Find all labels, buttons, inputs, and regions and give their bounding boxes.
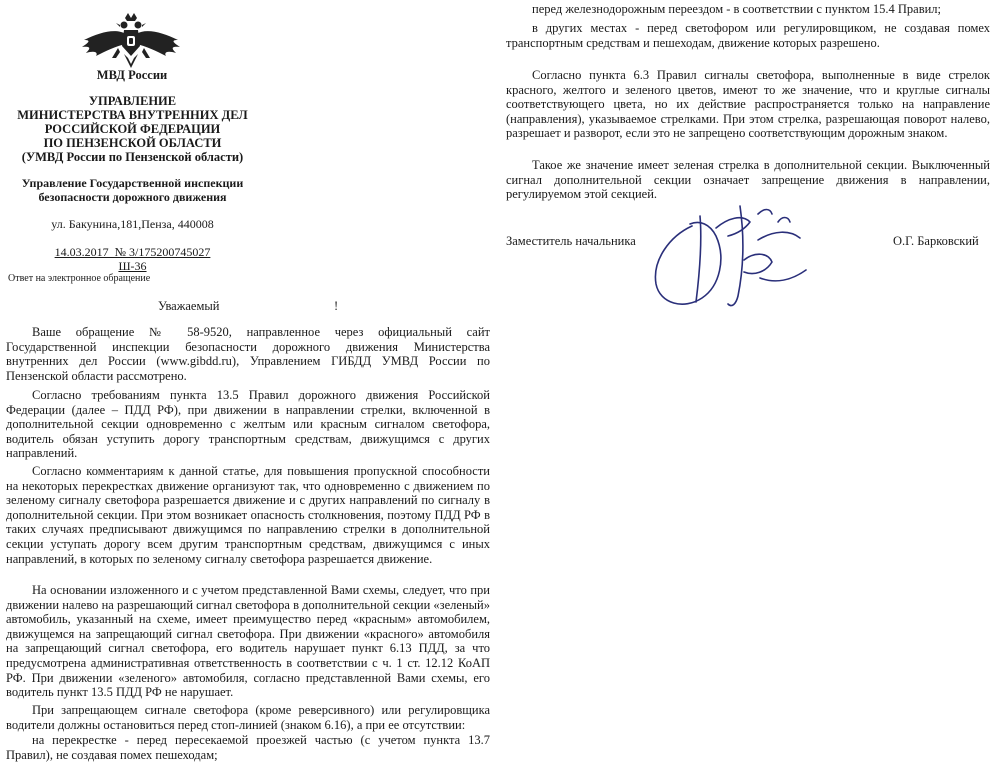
body-paragraph: перед железнодорожным переездом - в соответствии с пунктом 15.4 Правил;: [532, 2, 941, 16]
org-short-name: МВД России: [96, 68, 168, 82]
org-name-line: МИНИСТЕРСТВА ВНУТРЕННИХ ДЕЛ: [17, 108, 248, 122]
body-paragraph: Ваше обращение № 58-9520, направленное через официальный сайт Государственной инспекции безопасности дорожного движения Министерства внутренних дел России (www.gibdd.ru), Управлением ГИБДД УМВД России по Пензенской области рассмотрено.: [6, 325, 490, 383]
reply-note: Ответ на электронное обращение: [8, 273, 151, 284]
org-name-line: УПРАВЛЕНИЕ: [88, 94, 177, 108]
address: ул. Бакунина,181,Пенза, 440008: [51, 217, 214, 231]
handwritten-signature: [640, 200, 815, 318]
mvd-emblem-icon: [78, 12, 184, 70]
signatory-position: Заместитель начальника: [506, 234, 636, 248]
salutation-end: !: [334, 299, 339, 313]
body-paragraph: Согласно требованиям пункта 13.5 Правил дорожного движения Российской Федерации (далее – ПДД РФ), при движении в направлении стрелки, включенной в дополнительной секции одновременно с желтым или красным сигналом светофора, водитель обязан уступить дорогу транспортным средствам, движущимся с других направлений.: [6, 388, 490, 461]
org-name-line: (УМВД России по Пензенской области): [21, 150, 244, 164]
department-block: [10, 176, 255, 204]
department-line: безопасности дорожного движения: [38, 190, 227, 204]
org-name-line: ПО ПЕНЗЕНСКОЙ ОБЛАСТИ: [43, 136, 222, 150]
body-paragraph: Согласно пункта 6.3 Правил сигналы светофора, выполненные в виде стрелок красного, желтого и зеленого цветов, имеют то же значение, что и круглые сигналы соответствующего цвета, но их действие распространяется только на направление (направления), указываемое стрелками. При этом стрелка, разрешающая поворот налево, разрешает и разворот, если это не запрещено соответствующим дорожным знаком.: [506, 68, 990, 141]
body-paragraph: в других местах - перед светофором или регулировщиком, не создавая помех транспортным средствам и пешеходам, движение которых разрешено.: [506, 21, 990, 50]
department-line: Управление Государственной инспекции: [21, 176, 244, 190]
body-paragraph: При запрещающем сигнале светофора (кроме реверсивного) или регулировщика водители должны остановиться перед стоп-линией (знаком 6.16), а при ее отсутствии:: [6, 703, 490, 732]
org-name-line: РОССИЙСКОЙ ФЕДЕРАЦИИ: [44, 122, 221, 136]
body-paragraph: на перекрестке - перед пересекаемой проезжей частью (с учетом пункта 13.7 Правил), не создавая помех пешеходам;: [6, 733, 490, 762]
signatory-name: О.Г. Барковский: [893, 234, 979, 248]
salutation-word: Уважаемый: [158, 299, 220, 313]
org-name-block: [10, 94, 255, 164]
body-paragraph: Согласно комментариям к данной статье, для повышения пропускной способности на некоторых перекрестках движение организуют так, что одновременно с движением по зеленому сигналу светофора разрешается движение и с других направлений по сигналу в дополнительной секции. При этом возникает опасность столкновения, поэтому ПДД РФ в таких случаях предписывают движущимся по направлению стрелки в дополнительной секции уступать дорогу всем другим транспортным средствам, движущимся с иных направлений, в которых по зеленому сигналу светофора разрешается движение.: [6, 464, 490, 566]
date-number: 14.03.2017 № 3/175200745027: [54, 245, 211, 259]
body-paragraph: Такое же значение имеет зеленая стрелка в дополнительной секции. Выключенный сигнал дополнительной секции означает запрещение движения в направлении, регулируемом этой секцией.: [506, 158, 990, 202]
body-paragraph: На основании изложенного и с учетом представленной Вами схемы, следует, что при движении налево на разрешающий сигнал светофора в дополнительной секции «зеленый» автомобиль, указанный на схеме, имеет преимущество перед «красным» автомобилем, движущемся на запрещающий сигнал светофора. При движении «красного» автомобиля на запрещающий сигнал светофора, его водитель нарушает пункт 6.13 ПДД, за что предусмотрена административная ответственность в соответствии с ч. 1 ст. 12.12 КоАП РФ. При движении «зеленого» автомобиля, согласно представленной Вами схемы, его водитель пункт 13.5 ПДД РФ не нарушает.: [6, 583, 490, 700]
document-code: Ш-36: [118, 259, 147, 273]
